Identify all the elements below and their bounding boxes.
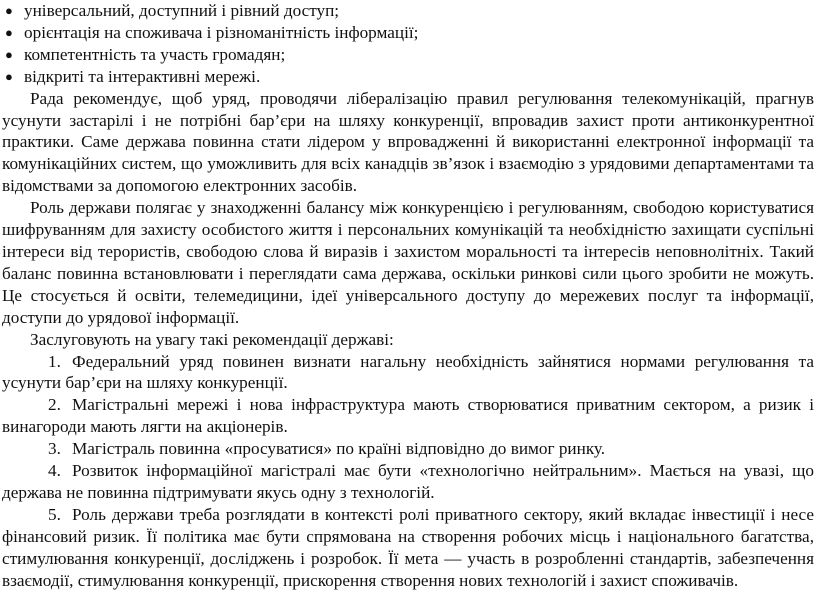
paragraph-state-role: Роль держави полягає у знаходженні балансу між конкуренцією і регулюванням, свободою користуватися шифруванням для захисту особистого життя і персональних комунікацій та необхідністю захищати суспільні інтереси від терористів, свободою слова й виразів і захистом моральності та інтересів неповнолітніх. Такий баланс повинна встановлювати і переглядати сама держава, оскільки ринкові сили цього зробити не можуть. Це стосується й освіти, телемедицини, ідеї універсального доступу до мережевих послуг та інформації, доступи до урядової інформації. <box>2 198 814 327</box>
bullet-text: компетентність та участь громадян; <box>24 44 286 64</box>
bullet-icon: ● <box>5 3 13 18</box>
bullet-text: відкриті та інтерактивні мережі. <box>24 66 261 86</box>
recommendation-text: Розвиток інформаційної магістралі має бути «технологічно нейтральним». Мається на увазі, що держава не повинна підтримувати якусь одну з технологій. <box>2 461 814 502</box>
recommendation-number: 4. <box>48 461 61 481</box>
recommendation-text: Роль держави треба розглядати в контексті ролі приватного сектору, який вкладає інвестиції і несе фінансовий ризик. Її політика має бути спрямована на створення робочих місць і національного багатства, стимулювання конкуренції, досліджень і розробок. Її мета — участь в розробленні стандартів, забезпечення взаємодії, стимулювання конкуренції, прискорення створення нових технологій і захист споживачів. <box>2 504 814 590</box>
paragraph-recommendations-intro: Заслуговують на увагу такі рекомендації державі: <box>30 329 394 349</box>
bullet-icon: ● <box>5 68 13 84</box>
recommendation-item <box>2 438 814 460</box>
recommendation-item <box>2 460 814 504</box>
recommendation-text: Федеральний уряд повинен визнати нагальну необхідність зайнятися нормами регулювання та усунути бар’єри на шляху конкуренції. <box>2 351 814 393</box>
bullet-text: універсальний, доступний і рівний доступ; <box>24 1 340 20</box>
recommendation-number: 5. <box>48 504 61 524</box>
recommendation-item <box>2 351 814 395</box>
recommendation-number: 2. <box>48 395 61 415</box>
recommendation-item <box>2 504 814 592</box>
recommendation-text: Магістральні мережі і нова інфраструктура мають створюватися приватним сектором, а ризик і винагороди мають лягти на акціонерів. <box>2 395 814 437</box>
bullet-item <box>2 22 814 44</box>
bullet-text: орієнтація на споживача і різноманітність інформації; <box>24 22 419 42</box>
bullet-item <box>2 44 814 66</box>
bullet-item <box>2 66 814 88</box>
bullet-item <box>2 0 814 22</box>
recommendation-item <box>2 394 814 438</box>
bullet-list <box>2 0 814 88</box>
bullet-icon: ● <box>5 46 13 62</box>
recommendation-number: 3. <box>48 439 61 459</box>
bullet-icon: ● <box>5 24 13 40</box>
paragraph-council-recommends: Рада рекомендує, щоб уряд, проводячи лібералізацію правил регулювання телекомунікацій, прагнув усунути застарілі і не потрібні бар’єри на шляху конкуренції, впровадив захист проти антиконкурентної практики. Саме держава повинна стати лідером у впровадженні й використанні електронної інформації та комунікаційних систем, що уможливить для всіх канадців зв’язок і взаємодію з урядовими департаментами та відомствами за допомогою електронних засобів. <box>2 88 814 196</box>
recommendation-text: Магістраль повинна «просуватися» по країні відповідно до вимог ринку. <box>72 439 606 459</box>
recommendation-number: 1. <box>48 351 61 371</box>
